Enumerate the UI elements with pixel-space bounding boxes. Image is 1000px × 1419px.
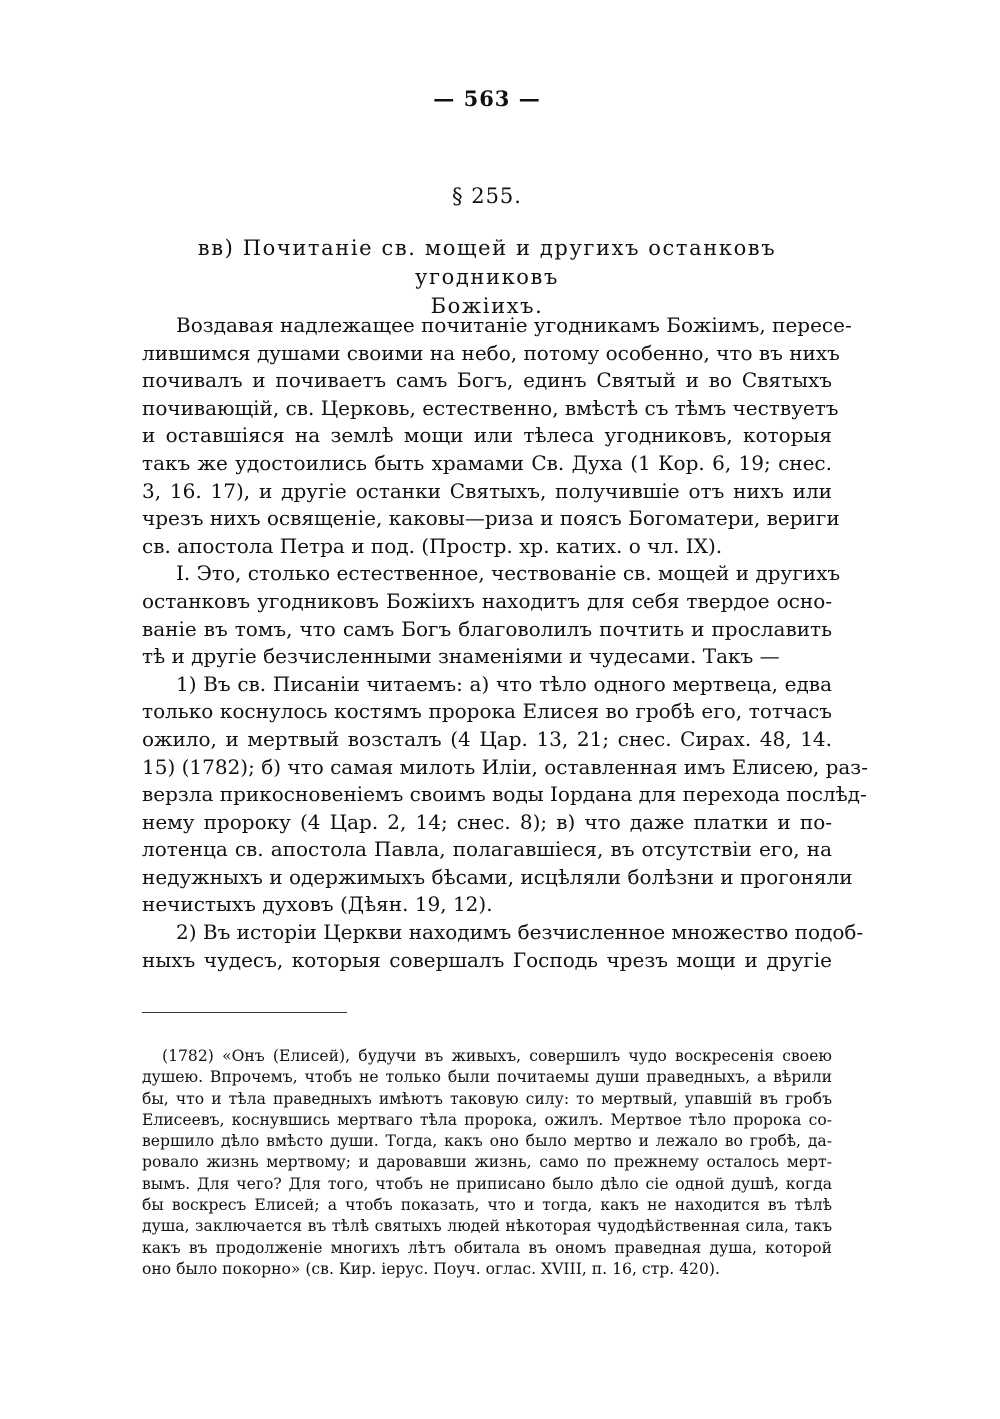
document-page bbox=[142, 0, 868, 1419]
paragraph-scripture bbox=[142, 671, 868, 919]
text-line: тѣ и другіе безчисленными знаменіями и чудесами. Такъ — bbox=[142, 644, 780, 669]
text-line: такъ же удостоились быть храмами Св. Духа (1 Кор. 6, 19; снес. bbox=[142, 450, 832, 475]
text-line: останковъ угодниковъ Божіихъ находитъ для себя твердое осно- bbox=[142, 588, 832, 613]
footnote-line: (1782) «Онъ (Елисей), будучи въ живыхъ, совершилъ чудо воскресенія своею bbox=[162, 1047, 832, 1065]
text-line: 2) Въ исторіи Церкви находимъ безчисленное множество подоб- bbox=[176, 920, 864, 945]
footnote-line: бы воскресъ Елисей; а чтобъ показать, что и тогда, какъ не находится въ тѣлѣ bbox=[142, 1196, 832, 1215]
section-title-line: вв) Почитаніе св. мощей и другихъ останковъ угодниковъ bbox=[197, 236, 777, 289]
text-line: лотенца св. апостола Павла, полагавшіеся, въ отсутствіи его, на bbox=[142, 837, 832, 862]
text-line: почивалъ и почиваетъ самъ Богъ, единъ Святый и во Святыхъ bbox=[142, 368, 832, 393]
paragraph-church-history bbox=[142, 919, 864, 974]
footnote-line: душа, заключается въ тѣлѣ святыхъ людей нѣкоторая чудодѣйственная сила, такъ bbox=[142, 1217, 832, 1236]
text-line: верзла прикосновеніемъ своимъ воды Іордана для перехода послѣд- bbox=[142, 782, 867, 807]
text-line: нему пророку (4 Цар. 2, 14; снес. 8); в) что даже платки и по- bbox=[142, 809, 832, 834]
body-text bbox=[142, 312, 868, 974]
text-line: ваніе въ томъ, что самъ Богъ благоволилъ почтить и прославить bbox=[142, 616, 832, 641]
text-line: 3, 16. 17), и другіе останки Святыхъ, получившіе отъ нихъ или bbox=[142, 478, 832, 503]
paragraph-point-i bbox=[142, 560, 841, 670]
footnote-line: какъ въ продолженіе многихъ лѣтъ обитала въ ономъ праведная душа, которой bbox=[142, 1238, 832, 1257]
text-line: нечистыхъ духовъ (Дѣян. 19, 12). bbox=[142, 892, 493, 917]
footnote-line: оно было покорно» (св. Кир. іерус. Поуч. оглас. XVIII, п. 16, стр. 420). bbox=[142, 1259, 720, 1278]
text-line: ныхъ чудесъ, которыя совершалъ Господь чрезъ мощи и другіе bbox=[142, 947, 832, 972]
text-line: св. апостола Петра и под. (Простр. хр. катих. о чл. IX). bbox=[142, 533, 723, 558]
section-title bbox=[142, 234, 832, 321]
text-line: почивающій, св. Церковь, естественно, вмѣстѣ съ тѣмъ чествуетъ bbox=[142, 395, 839, 420]
footnote-line: Елисеевъ, коснувшись мертваго тѣла пророка, ожилъ. Мертвое тѣло пророка со- bbox=[142, 1110, 832, 1129]
text-line: Воздавая надлежащее почитаніе угодникамъ Божіимъ, пересе- bbox=[176, 313, 852, 337]
footnote bbox=[142, 1046, 832, 1280]
text-line: недужныхъ и одержимыхъ бѣсами, исцѣляли болѣзни и прогоняли bbox=[142, 864, 853, 889]
text-line: 15) (1782); б) что самая милоть Иліи, оставленная имъ Елисею, раз- bbox=[142, 754, 868, 779]
text-line: I. Это, столько естественное, чествованіе св. мощей и другихъ bbox=[176, 561, 841, 586]
text-line: ожило, и мертвый возсталъ (4 Цар. 13, 21; снес. Сирах. 48, 14. bbox=[142, 726, 832, 751]
paragraph-intro bbox=[142, 312, 852, 560]
text-line: лившимся душами своими на небо, потому особенно, что въ нихъ bbox=[142, 340, 840, 365]
footnote-line: душею. Впрочемъ, чтобъ не только были почитаемы души праведныхъ, а вѣрили bbox=[142, 1068, 832, 1087]
text-line: чрезъ нихъ освященіе, каковы—риза и поясъ Богоматери, вериги bbox=[142, 506, 840, 531]
section-number: § 255. bbox=[452, 184, 522, 208]
text-line: 1) Въ св. Писаніи читаемъ: а) что тѣло одного мертвеца, едва bbox=[176, 671, 832, 696]
footnote-divider bbox=[142, 1012, 347, 1013]
footnote-line: ровало жизнь мертвому; и даровавши жизнь, само по прежнему осталось мерт- bbox=[142, 1153, 832, 1172]
text-line: только коснулось костямъ пророка Елисея во гробѣ его, тотчасъ bbox=[142, 699, 832, 724]
footnote-line: вымъ. Для чего? Для того, чтобъ не приписано было дѣло сіе одной душѣ, когда bbox=[142, 1174, 832, 1193]
section-title-line: Божіихъ. bbox=[430, 294, 544, 318]
footnote-line: бы, что и тѣла праведныхъ имѣютъ таковую силу: то мертвый, упавшій въ гробъ bbox=[142, 1089, 832, 1108]
text-line: и оставшіяся на землѣ мощи или тѣлеса угодниковъ, которыя bbox=[142, 423, 832, 448]
page-number: — 563 — bbox=[433, 86, 541, 111]
footnote-line: вершило дѣло вмѣсто души. Тогда, какъ оно было мертво и лежало во гробѣ, да- bbox=[142, 1132, 832, 1151]
